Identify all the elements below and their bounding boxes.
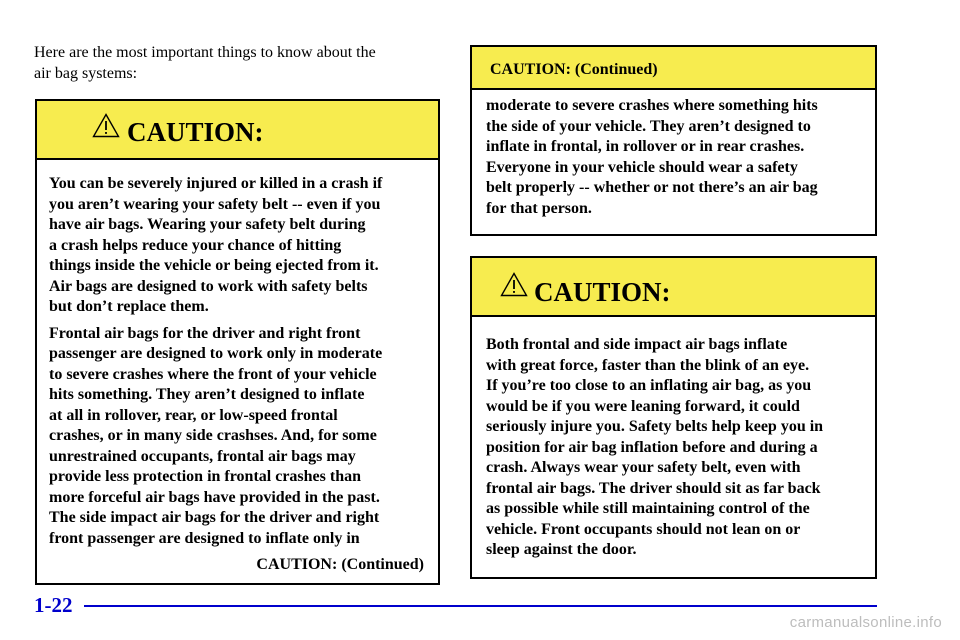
intro-line: Here are the most important things to know about the — [34, 44, 376, 61]
body-line: more forceful air bags have provided in the past. — [49, 488, 380, 506]
body-line: sleep against the door. — [486, 541, 637, 558]
body-line: you aren’t wearing your safety belt -- even if you — [49, 195, 381, 213]
page-number: 1-22 — [34, 593, 73, 617]
caution-body — [472, 317, 875, 561]
caution-header — [472, 258, 875, 317]
body-line: things inside the vehicle or being ejected from it. — [49, 257, 379, 274]
caution-title: CAUTION: — [127, 117, 264, 147]
caution-box-left — [35, 99, 440, 585]
caution-paragraph — [49, 174, 424, 318]
body-line: Frontal air bags for the driver and right front — [49, 324, 361, 342]
body-line: have air bags. Wearing your safety belt during — [49, 216, 366, 233]
body-line: If you’re too close to an inflating air bag, as you — [486, 377, 812, 394]
body-line: crash. Always wear your safety belt, even with — [486, 459, 801, 476]
caution-title: CAUTION: — [534, 277, 671, 307]
caution-header — [37, 101, 438, 160]
caution-box-right — [470, 256, 877, 579]
caution-paragraph — [486, 96, 861, 219]
body-line: would be if you were leaning forward, it could — [486, 397, 800, 415]
body-line: the side of your vehicle. They aren’t designed to — [486, 117, 811, 135]
body-line: passenger are designed to work only in moderate — [49, 345, 383, 362]
body-line: position for air bag inflation before and during a — [486, 438, 818, 456]
body-line: vehicle. Front occupants should not lean on or — [486, 520, 801, 538]
caution-header — [472, 47, 875, 90]
intro-line: air bag systems: — [34, 65, 138, 82]
caution-paragraph — [486, 335, 861, 561]
caution-box-continued — [470, 45, 877, 236]
warning-triangle-icon — [92, 113, 120, 138]
body-line: a crash helps reduce your chance of hitting — [49, 236, 342, 254]
caution-continued-label: CAUTION: (Continued) — [256, 556, 424, 573]
body-line: The side impact air bags for the driver and right — [49, 509, 380, 526]
body-line: Air bags are designed to work with safety belts — [49, 277, 368, 295]
caution-continued-title: CAUTION: (Continued) — [490, 61, 658, 78]
body-line: belt properly -- whether or not there’s an air bag — [486, 179, 818, 196]
body-line: frontal air bags. The driver should sit as far back — [486, 479, 821, 497]
body-line: unrestrained occupants, frontal air bags may — [49, 447, 356, 465]
body-line: Everyone in your vehicle should wear a safety — [486, 158, 798, 176]
body-line: front passenger are designed to inflate only in — [49, 529, 360, 547]
caution-body — [37, 160, 438, 576]
intro-text — [34, 42, 434, 84]
body-line: crashes, or in many side crashses. And, for some — [49, 427, 377, 444]
caution-paragraph — [49, 324, 424, 550]
body-line: seriously injure you. Safety belts help keep you in — [486, 418, 824, 435]
body-line: provide less protection in frontal crashes than — [49, 468, 362, 485]
body-line: with great force, faster than the blink of an eye. — [486, 356, 810, 374]
body-line: Both frontal and side impact air bags inflate — [486, 336, 788, 353]
body-line: as possible while still maintaining control of the — [486, 500, 810, 517]
warning-triangle-icon — [500, 272, 528, 297]
body-line: moderate to severe crashes where something hits — [486, 97, 818, 114]
watermark: carmanualsonline.info — [789, 614, 942, 631]
footer-rule — [84, 605, 877, 607]
body-line: but don’t replace them. — [49, 298, 209, 315]
body-line: hits something. They aren’t designed to inflate — [49, 386, 365, 403]
caution-body — [472, 90, 875, 219]
body-line: You can be severely injured or killed in a crash if — [49, 175, 383, 192]
body-line: at all in rollover, rear, or low-speed frontal — [49, 406, 338, 424]
body-line: to severe crashes where the front of your vehicle — [49, 365, 377, 383]
body-line: inflate in frontal, in rollover or in rear crashes. — [486, 138, 805, 155]
body-line: for that person. — [486, 199, 592, 217]
